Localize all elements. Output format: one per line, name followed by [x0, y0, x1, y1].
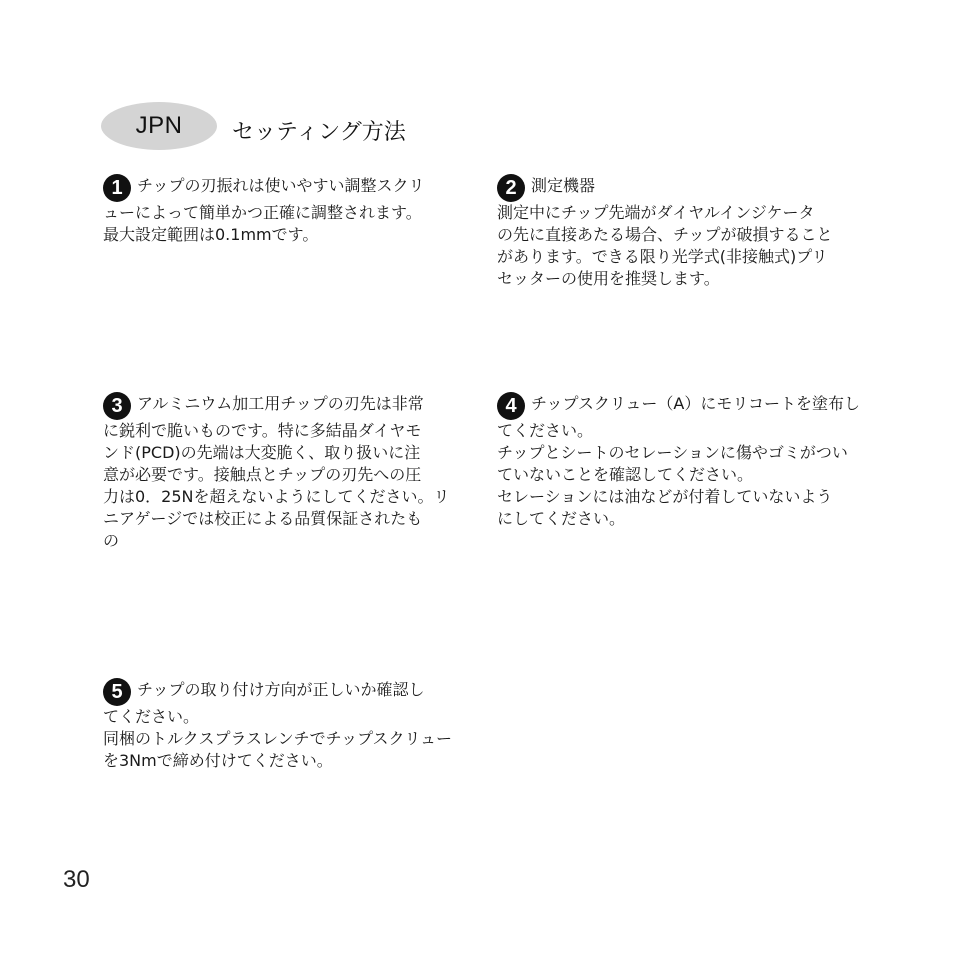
- section-title: セッティング方法: [232, 120, 406, 145]
- step-text: チップスクリュー（A）にモリコートを塗布し: [531, 394, 861, 413]
- step-5: [103, 678, 483, 772]
- step-text: に鋭利で脆いものです。特に多結晶ダイヤモ: [103, 421, 422, 440]
- step-line: [103, 678, 483, 706]
- step-heading: 測定機器: [531, 176, 596, 195]
- step-text: ンド(PCD)の先端は大変脆く、取り扱いに注: [103, 443, 421, 462]
- step-text: チップとシートのセレーションに傷やゴミがつい: [497, 443, 848, 462]
- step-text: ューによって簡単かつ正確に調整されます。: [103, 203, 422, 222]
- step-text: チップの刃振れは使いやすい調整スクリ: [137, 176, 425, 195]
- step-3: [103, 392, 483, 552]
- step-text: の: [103, 531, 120, 550]
- step-1: [103, 174, 483, 246]
- step-text: ニアゲージでは校正による品質保証されたも: [103, 509, 423, 528]
- step-4: [497, 392, 877, 530]
- step-text: てください。: [103, 707, 200, 726]
- step-text: ていないことを確認してください。: [497, 465, 754, 484]
- step-2: [497, 174, 877, 290]
- step-text: にしてください。: [497, 509, 626, 528]
- page-number: 30: [63, 866, 90, 893]
- step-text: があります。できる限り光学式(非接触式)プリ: [497, 247, 828, 266]
- step-number-badge: 1: [103, 174, 131, 202]
- step-text: 測定中にチップ先端がダイヤルインジケータ: [497, 203, 815, 222]
- step-text: アルミニウム加工用チップの刃先は非常: [137, 394, 424, 413]
- language-badge: JPN: [101, 102, 217, 150]
- step-line: [103, 174, 483, 202]
- step-text: 同梱のトルクスプラスレンチでチップスクリュー: [103, 729, 453, 748]
- step-line: [103, 392, 483, 420]
- step-number-badge: 4: [497, 392, 525, 420]
- step-number-badge: 3: [103, 392, 131, 420]
- step-text: セッターの使用を推奨します。: [497, 269, 720, 288]
- step-text: セレーションには油などが付着していないよう: [497, 487, 833, 506]
- step-line: [497, 392, 877, 420]
- step-text: てください。: [497, 421, 594, 440]
- step-text: の先に直接あたる場合、チップが破損すること: [497, 225, 833, 244]
- step-text: 意が必要です。接触点とチップの刃先への圧: [103, 465, 422, 484]
- step-number-badge: 2: [497, 174, 525, 202]
- step-line: [497, 174, 877, 202]
- step-text: を3Nmで締め付けてください。: [103, 751, 333, 770]
- step-text: 力は0．25Nを超えないようにしてください。リ: [103, 487, 450, 506]
- step-text: 最大設定範囲は0.1mmです。: [103, 225, 319, 244]
- step-number-badge: 5: [103, 678, 131, 706]
- step-text: チップの取り付け方向が正しいか確認し: [137, 680, 425, 699]
